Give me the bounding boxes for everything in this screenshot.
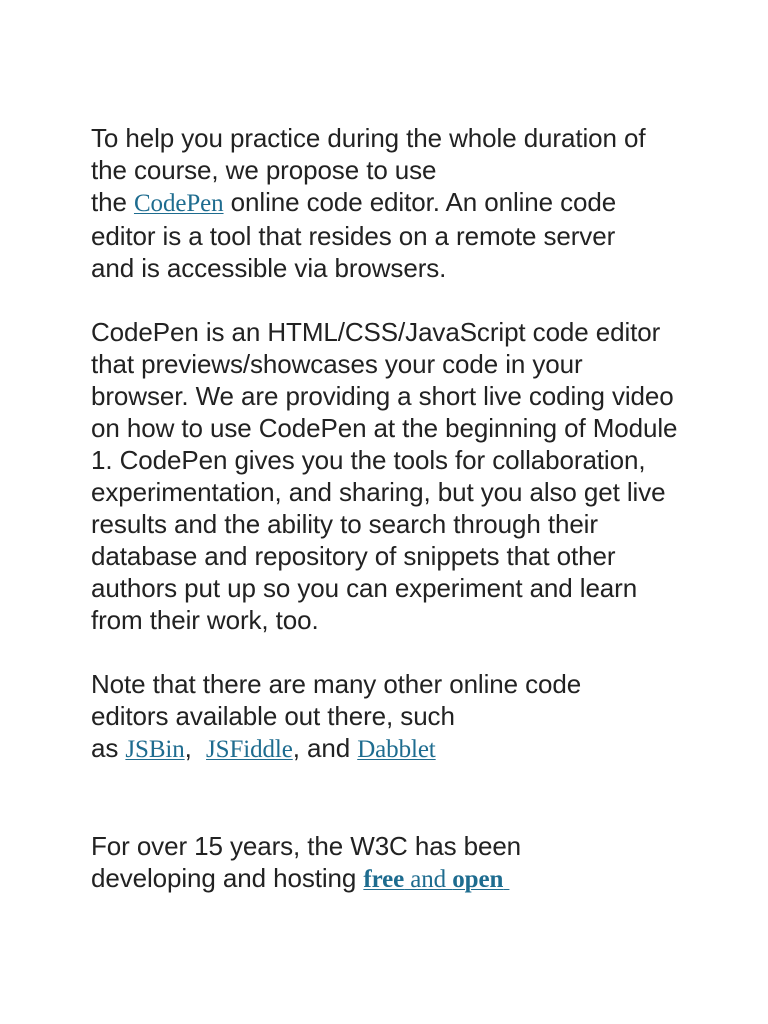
intro-line-5: and is accessible via browsers.	[91, 253, 447, 283]
separator-2: , and	[292, 733, 358, 763]
codepen-description-paragraph: CodePen is an HTML/CSS/JavaScript code editor that previews/showcases your code in your browser. We are providing a short live coding video on how to use CodePen at the beginning of Module 1. CodePen gives you the tools for collaboration, experimentation, and sharing, but you also get live results and the ability to search through their database and repository of snippets that other authors put up so you can experiment and learn from their work, too.	[91, 317, 678, 635]
intro-line-4: editor is a tool that resides on a remote server	[91, 221, 616, 251]
other-editors-line-1: Note that there are many other online code	[91, 669, 582, 699]
open-link-word: open	[452, 866, 504, 893]
and-link-word: and	[404, 866, 453, 893]
intro-paragraph	[91, 122, 678, 284]
intro-line-3-prefix: the	[91, 187, 134, 217]
jsfiddle-link[interactable]: JSFiddle	[206, 736, 293, 763]
other-editors-line-2: editors available out there, such	[91, 701, 455, 731]
jsbin-link[interactable]: JSBin	[125, 736, 185, 763]
link-trailing-space	[503, 866, 509, 893]
dabblet-link[interactable]: Dabblet	[357, 736, 436, 763]
other-editors-as: as	[91, 733, 126, 763]
w3c-line-2-prefix: developing and hosting	[91, 863, 364, 893]
other-editors-paragraph	[91, 668, 678, 766]
free-link-word: free	[363, 866, 405, 893]
free-and-open-link[interactable]	[363, 866, 509, 893]
intro-line-1: To help you practice during the whole duration of	[91, 123, 646, 153]
intro-line-3-suffix: online code editor. An online code	[223, 187, 617, 217]
w3c-line-1: For over 15 years, the W3C has been	[91, 831, 522, 861]
intro-line-2: the course, we propose to use	[91, 155, 437, 185]
w3c-paragraph	[91, 830, 678, 896]
separator-1: ,	[184, 733, 207, 763]
codepen-link[interactable]: CodePen	[133, 190, 224, 217]
